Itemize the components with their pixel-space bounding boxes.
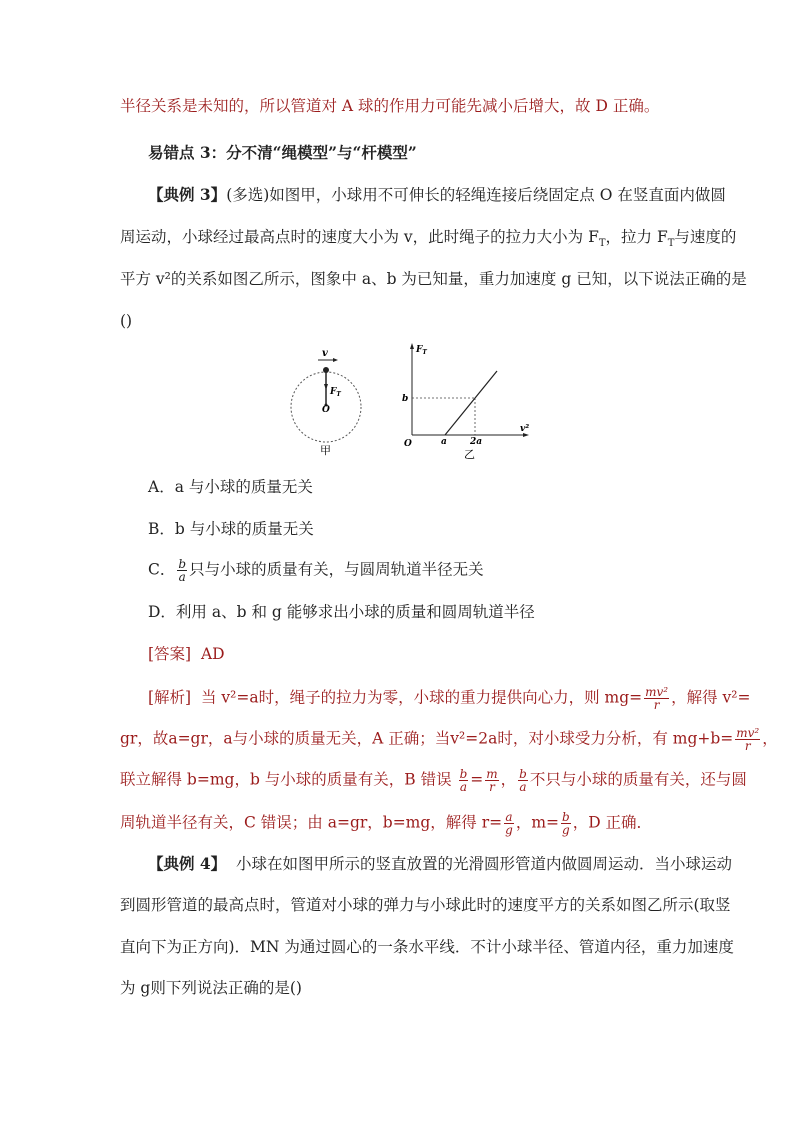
analysis-l3-frac3: $\frac{b}{a}$ [519,767,527,794]
analysis-l3-end: 不只与小球的质量有关，还与圆 [529,770,747,789]
option-a: A．a 与小球的质量无关 [148,478,313,496]
example3-label: 【典例 3】 [148,185,227,204]
tension-arrowhead [324,384,328,390]
label-2a: 2a [470,437,483,447]
section-heading: 易错点 3：分不清“绳模型”与“杆模型” [148,143,417,162]
analysis-l4-text: 周轨道半径有关，C 错误；由 a=gr，b=mg，解得 r= [120,813,503,832]
answer-value: AD [200,645,225,663]
analysis-l1-text: 当 v²=a时，绳子的拉力为零，小球的重力提供向心力，则 mg= [200,688,643,707]
analysis-l4-frac1: $\frac{a}{g}$ [505,810,513,837]
label-v: v [322,348,328,359]
analysis-l3-frac1: $\frac{b}{a}$ [459,767,468,794]
analysis-l1-end: ，解得 v²= [671,688,751,707]
analysis-l3-text: 联立解得 b=mg，b 与小球的质量有关，B 错误 [120,770,452,789]
label-b: b [402,394,409,404]
example3-line2-mid: ，拉力 F [605,228,668,246]
ft-subscript-2: T [667,238,675,250]
figure-yi [402,343,529,460]
analysis-line2 [120,726,778,753]
example3-line2-end: 与速度的 [674,228,737,246]
analysis-l4-end: ，D 正确． [572,813,653,832]
example3-intro: (多选)如图甲，小球用不可伸长的轻绳连接后绕固定点 O 在竖直面内做圆 [226,186,726,204]
example3-line1 [148,184,726,206]
graph-line [445,371,497,435]
analysis-l1-fraction: $\frac{\text{mv²}}{r}$ [645,685,669,712]
analysis-l4-frac2: $\frac{b}{g}$ [562,810,570,837]
caption-yi: 乙 [464,448,475,460]
example4-line3: 直向下为正方向)．MN 为通过圆心的一条水平线．不计小球半径、管道内径，重力加速度 [120,938,734,956]
answer-line [148,643,708,665]
analysis-l4-mid: ，m= [515,813,560,832]
option-c [148,558,708,583]
ball [323,367,329,373]
label-ft-axis: $F_T$ [416,345,427,356]
figure [0,340,794,460]
label-ft: $F_T$ [330,387,341,398]
option-c-text: 只与小球的质量有关，与圆周轨道半径无关 [189,560,484,579]
example3-line4: () [120,312,133,330]
ft-subscript: T [598,238,606,250]
analysis-line1 [148,685,751,712]
label-a: a [441,437,447,447]
analysis-l3-eq: = [470,770,484,789]
example4-line4: 为 g则下列说法正确的是() [120,979,302,997]
analysis-l3-frac2: $\frac{m}{r}$ [486,767,498,794]
answer-label: [答案] [148,645,192,663]
option-d: D．利用 a、b 和 g 能够求出小球的质量和圆周轨道半径 [148,603,535,621]
caption-jia: 甲 [320,444,331,457]
analysis-l2-fraction: $\frac{\text{mv²}}{r}$ [736,726,760,753]
velocity-arrowhead [333,358,338,362]
example3-line3: 平方 v²的关系如图乙所示，图象中 a、b 为已知量，重力加速度 g 已知，以下说法正确的是 [120,270,747,288]
label-o-left: O [322,405,330,415]
example4-line1 [148,853,733,875]
option-c-fraction: $\frac{b}{a}$ [178,557,187,584]
example3-line2 [120,226,737,255]
label-v2: v² [520,424,530,434]
figure-jia [291,348,361,457]
example3-line2-text: 周运动，小球经过最高点时的速度大小为 v，此时绳子的拉力大小为 F [120,228,599,246]
analysis-line3 [120,767,747,794]
analysis-l2-text: gr，故a=gr，a与小球的质量无关，A 正确；当v²=2a时，对小球受力分析，有 mg+b= [120,729,734,748]
example4-label: 【典例 4】 [148,854,227,873]
option-b: B．b 与小球的质量无关 [148,520,314,538]
option-c-prefix: C． [148,560,176,579]
analysis-l3-comma: ， [500,770,517,789]
example4-line2: 到圆形管道的最高点时，管道对小球的弹力与小球此时的速度平方的关系如图乙所示(取竖 [120,896,731,914]
analysis-l2-end: ， [762,729,778,748]
analysis-label: [解析] [148,688,192,707]
example4-l1-text: 小球在如图甲所示的竖直放置的光滑圆形管道内做圆周运动．当小球运动 [236,855,733,873]
analysis-line4 [120,811,680,836]
top-line: 半径关系是未知的，所以管道对 A 球的作用力可能先减小后增大，故 D 正确。 [120,97,660,115]
y-axis-arrow [410,343,414,349]
label-origin: O [404,439,412,449]
